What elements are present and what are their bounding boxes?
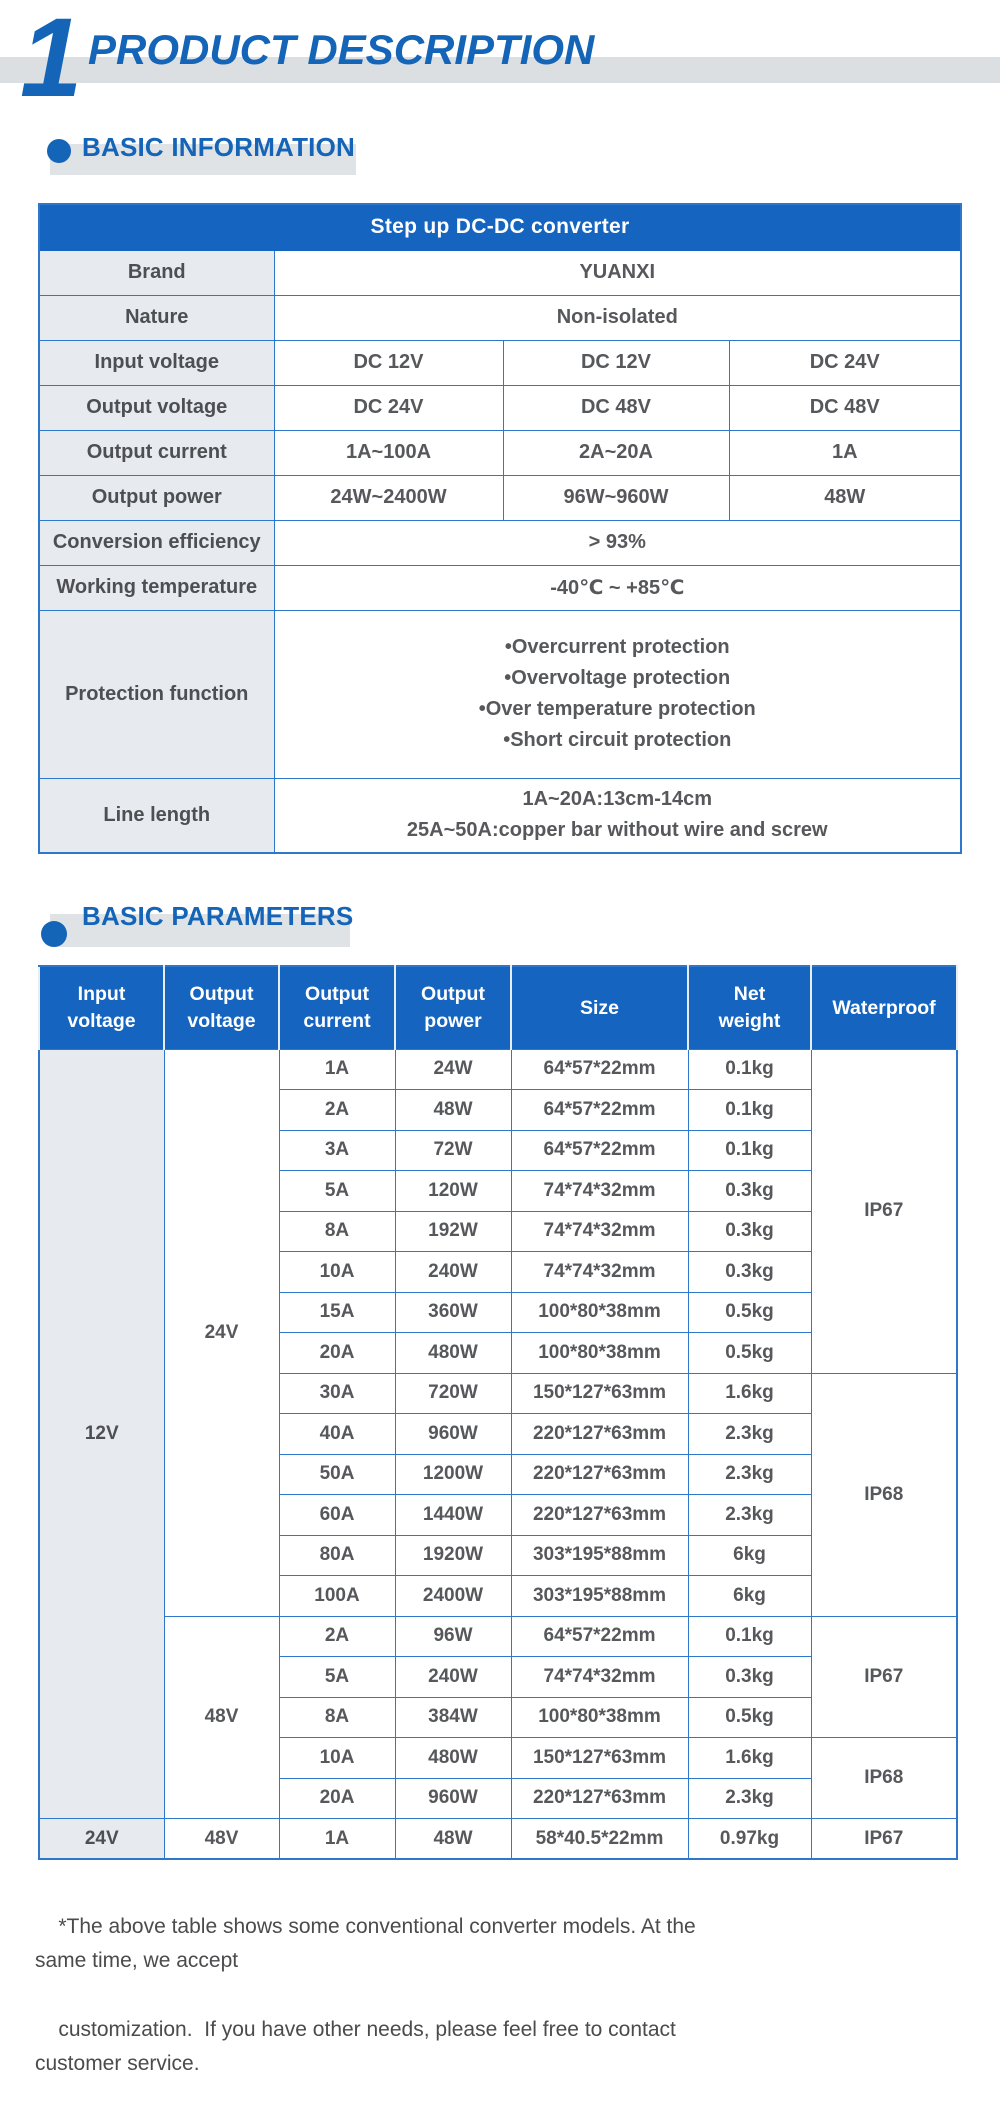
params-cell: 2A [279, 1090, 395, 1131]
params-cell: 2.3kg [688, 1495, 811, 1536]
info-row-value: DC 24V [274, 385, 503, 430]
params-header-row [39, 966, 957, 1049]
params-cell: 15A [279, 1292, 395, 1333]
params-cell: 0.1kg [688, 1090, 811, 1131]
params-cell: IP67 [811, 1819, 957, 1860]
footnote-line: customization. If you have other needs, please feel free to contact customer service. [35, 2017, 682, 2076]
params-cell: 100*80*38mm [511, 1697, 688, 1738]
params-cell: 8A [279, 1697, 395, 1738]
basic-information-table [38, 203, 962, 854]
params-cell: 5A [279, 1171, 395, 1212]
info-table-title-row [39, 204, 961, 250]
info-table-title: Step up DC-DC converter [39, 204, 961, 250]
params-cell: 960W [395, 1414, 511, 1455]
params-table-row [39, 1616, 957, 1657]
params-cell: 6kg [688, 1535, 811, 1576]
info-table-row [39, 475, 961, 520]
params-cell: 48V [164, 1616, 279, 1819]
section-number: 1 [20, 0, 81, 120]
params-cell: 48W [395, 1819, 511, 1860]
params-cell: 1A [279, 1049, 395, 1090]
params-cell: 100*80*38mm [511, 1333, 688, 1374]
params-cell: 64*57*22mm [511, 1616, 688, 1657]
info-row-value: 1A [729, 430, 961, 475]
params-cell: 24W [395, 1049, 511, 1090]
info-row-value: > 93% [274, 520, 961, 565]
params-cell: 0.3kg [688, 1171, 811, 1212]
params-table-row [39, 1049, 957, 1090]
info-row-value: •Overcurrent protection •Overvoltage protection •Over temperature protection •Short circuit protection [274, 610, 961, 778]
info-row-value: DC 48V [729, 385, 961, 430]
params-cell: 12V [39, 1049, 164, 1819]
params-column-header: Output current [279, 966, 395, 1049]
params-cell: 2.3kg [688, 1454, 811, 1495]
params-table-row [39, 1819, 957, 1860]
params-cell: 100*80*38mm [511, 1292, 688, 1333]
params-cell: 240W [395, 1657, 511, 1698]
params-cell: 480W [395, 1333, 511, 1374]
info-row-value: DC 12V [503, 340, 729, 385]
params-cell: 64*57*22mm [511, 1130, 688, 1171]
info-row-label: Conversion efficiency [39, 520, 274, 565]
info-row-label: Output voltage [39, 385, 274, 430]
params-cell: 0.1kg [688, 1049, 811, 1090]
params-cell: 360W [395, 1292, 511, 1333]
info-row-value: 96W~960W [503, 475, 729, 520]
info-row-value: DC 24V [729, 340, 961, 385]
params-cell: 10A [279, 1738, 395, 1779]
params-column-header: Output power [395, 966, 511, 1049]
params-cell: 24V [164, 1049, 279, 1616]
info-row-label: Output current [39, 430, 274, 475]
params-cell: 0.3kg [688, 1252, 811, 1293]
info-row-value: 48W [729, 475, 961, 520]
info-row-label: Working temperature [39, 565, 274, 610]
params-cell: 303*195*88mm [511, 1535, 688, 1576]
params-cell: 20A [279, 1333, 395, 1374]
info-table-row [39, 430, 961, 475]
info-row-value: -40℃ ~ +85℃ [274, 565, 961, 610]
params-cell: 96W [395, 1616, 511, 1657]
params-cell: 74*74*32mm [511, 1252, 688, 1293]
section-title: BASIC INFORMATION [82, 132, 356, 162]
bullet-icon [47, 139, 71, 163]
params-cell: 220*127*63mm [511, 1454, 688, 1495]
params-column-header: Net weight [688, 966, 811, 1049]
info-table-row [39, 340, 961, 385]
params-cell: 120W [395, 1171, 511, 1212]
params-cell: 220*127*63mm [511, 1414, 688, 1455]
section-title: BASIC PARAMETERS [82, 901, 354, 931]
params-cell: IP68 [811, 1373, 957, 1616]
params-cell: 0.5kg [688, 1333, 811, 1374]
params-cell: 8A [279, 1211, 395, 1252]
params-cell: 150*127*63mm [511, 1738, 688, 1779]
info-table-row [39, 565, 961, 610]
info-table-row [39, 295, 961, 340]
params-cell: 48W [395, 1090, 511, 1131]
params-cell: 0.3kg [688, 1657, 811, 1698]
params-cell: 480W [395, 1738, 511, 1779]
params-cell: 1.6kg [688, 1738, 811, 1779]
params-cell: 0.5kg [688, 1697, 811, 1738]
footnote [35, 1876, 735, 2116]
params-cell: 2400W [395, 1576, 511, 1617]
params-cell: 1440W [395, 1495, 511, 1536]
params-cell: 0.1kg [688, 1130, 811, 1171]
params-cell: 2A [279, 1616, 395, 1657]
info-row-value: 24W~2400W [274, 475, 503, 520]
params-column-header: Output voltage [164, 966, 279, 1049]
info-table-row [39, 778, 961, 853]
params-column-header: Input voltage [39, 966, 164, 1049]
params-cell: 220*127*63mm [511, 1778, 688, 1819]
info-table-row [39, 385, 961, 430]
info-row-value: 1A~20A:13cm-14cm 25A~50A:copper bar without wire and screw [274, 778, 961, 853]
info-table-row [39, 250, 961, 295]
info-row-value: 2A~20A [503, 430, 729, 475]
info-table-row [39, 610, 961, 778]
params-cell: 150*127*63mm [511, 1373, 688, 1414]
params-cell: 3A [279, 1130, 395, 1171]
params-cell: 720W [395, 1373, 511, 1414]
info-table-row [39, 520, 961, 565]
params-cell: 50A [279, 1454, 395, 1495]
params-cell: 303*195*88mm [511, 1576, 688, 1617]
params-cell: 30A [279, 1373, 395, 1414]
params-cell: 0.97kg [688, 1819, 811, 1860]
params-cell: 192W [395, 1211, 511, 1252]
info-row-value: 1A~100A [274, 430, 503, 475]
params-cell: 64*57*22mm [511, 1090, 688, 1131]
params-cell: 0.1kg [688, 1616, 811, 1657]
params-cell: 100A [279, 1576, 395, 1617]
params-cell: IP67 [811, 1049, 957, 1373]
params-cell: 0.5kg [688, 1292, 811, 1333]
params-cell: IP68 [811, 1738, 957, 1819]
params-cell: 60A [279, 1495, 395, 1536]
params-cell: IP67 [811, 1616, 957, 1738]
params-cell: 40A [279, 1414, 395, 1455]
info-row-label: Nature [39, 295, 274, 340]
info-row-value: Non-isolated [274, 295, 961, 340]
params-cell: 0.3kg [688, 1211, 811, 1252]
params-cell: 240W [395, 1252, 511, 1293]
params-cell: 384W [395, 1697, 511, 1738]
info-row-label: Protection function [39, 610, 274, 778]
params-cell: 24V [39, 1819, 164, 1860]
info-row-value: YUANXI [274, 250, 961, 295]
info-row-label: Input voltage [39, 340, 274, 385]
params-cell: 6kg [688, 1576, 811, 1617]
info-row-label: Line length [39, 778, 274, 853]
params-cell: 1.6kg [688, 1373, 811, 1414]
params-cell: 74*74*32mm [511, 1211, 688, 1252]
params-column-header: Waterproof [811, 966, 957, 1049]
params-cell: 72W [395, 1130, 511, 1171]
params-cell: 10A [279, 1252, 395, 1293]
params-cell: 1200W [395, 1454, 511, 1495]
info-row-label: Brand [39, 250, 274, 295]
params-cell: 1920W [395, 1535, 511, 1576]
footnote-line: *The above table shows some conventional converter models. At the same time, we accept [35, 1915, 702, 1973]
params-cell: 220*127*63mm [511, 1495, 688, 1536]
params-column-header: Size [511, 966, 688, 1049]
params-cell: 960W [395, 1778, 511, 1819]
params-cell: 74*74*32mm [511, 1171, 688, 1212]
params-cell: 2.3kg [688, 1778, 811, 1819]
info-row-value: DC 48V [503, 385, 729, 430]
params-cell: 5A [279, 1657, 395, 1698]
params-cell: 80A [279, 1535, 395, 1576]
info-row-value: DC 12V [274, 340, 503, 385]
params-cell: 48V [164, 1819, 279, 1860]
page-title: PRODUCT DESCRIPTION [88, 26, 595, 73]
bullet-icon [41, 921, 67, 947]
params-cell: 1A [279, 1819, 395, 1860]
params-cell: 2.3kg [688, 1414, 811, 1455]
params-cell: 20A [279, 1778, 395, 1819]
params-cell: 74*74*32mm [511, 1657, 688, 1698]
params-cell: 64*57*22mm [511, 1049, 688, 1090]
params-cell: 58*40.5*22mm [511, 1819, 688, 1860]
basic-parameters-table [38, 965, 958, 1860]
info-row-label: Output power [39, 475, 274, 520]
